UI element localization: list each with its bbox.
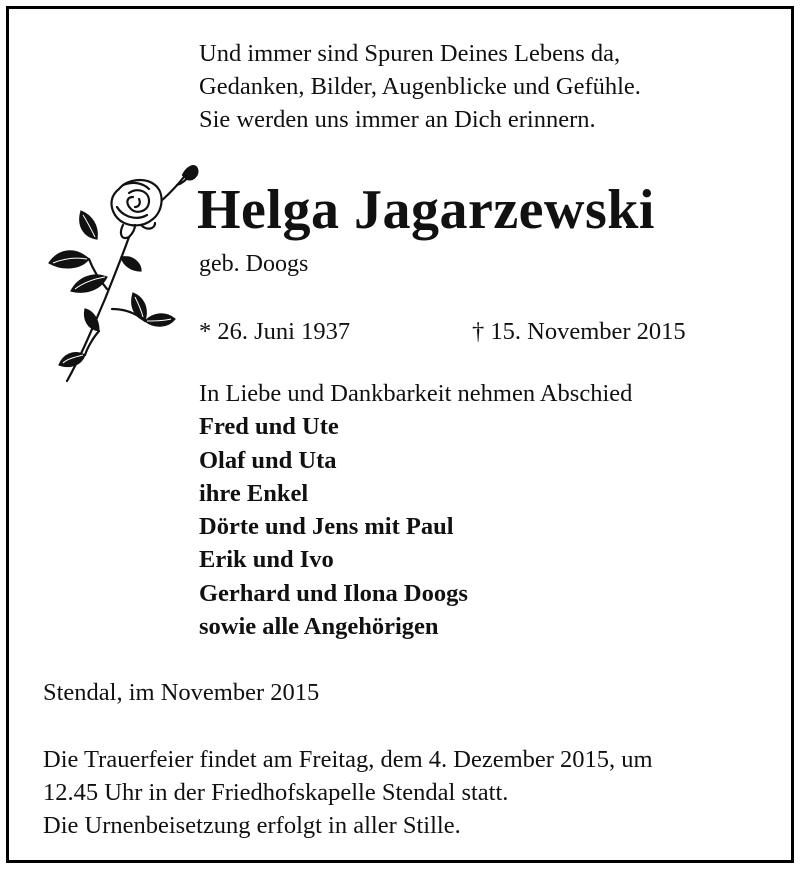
poem-line: Gedanken, Bilder, Augenblicke und Gefühle. (199, 73, 641, 100)
birth-date: * 26. Juni 1937 (199, 318, 351, 345)
mourner-name: ihre Enkel (199, 479, 309, 507)
maiden-name: geb. Doogs (199, 251, 309, 277)
mourners-intro: In Liebe und Dankbarkeit nehmen Abschied (199, 380, 633, 407)
rose-icon (37, 159, 207, 389)
service-line: Die Trauerfeier findet am Freitag, dem 4. Dezember 2015, um (43, 746, 653, 773)
service-line: 12.45 Uhr in der Friedhofskapelle Stendal statt. (43, 779, 509, 806)
mourner-name: Fred und Ute (199, 413, 339, 441)
service-line: Die Urnenbeisetzung erfolgt in aller Stille. (43, 812, 461, 839)
mourner-name: Gerhard und Ilona Doogs (199, 579, 468, 607)
obituary-frame (6, 6, 794, 863)
poem-line: Und immer sind Spuren Deines Lebens da, (199, 40, 621, 67)
place-date: Stendal, im November 2015 (43, 679, 320, 706)
mourner-name: Erik und Ivo (199, 546, 334, 574)
poem-line: Sie werden uns immer an Dich erinnern. (199, 106, 596, 133)
deceased-name: Helga Jagarzewski (197, 179, 655, 241)
death-date: † 15. November 2015 (472, 318, 686, 345)
mourners-list (199, 377, 632, 643)
mourner-name: sowie alle Angehörigen (199, 613, 439, 641)
mourner-name: Olaf und Uta (199, 446, 337, 474)
funeral-service-info (43, 743, 653, 842)
mourner-name: Dörte und Jens mit Paul (199, 513, 454, 541)
memorial-poem (199, 37, 641, 136)
